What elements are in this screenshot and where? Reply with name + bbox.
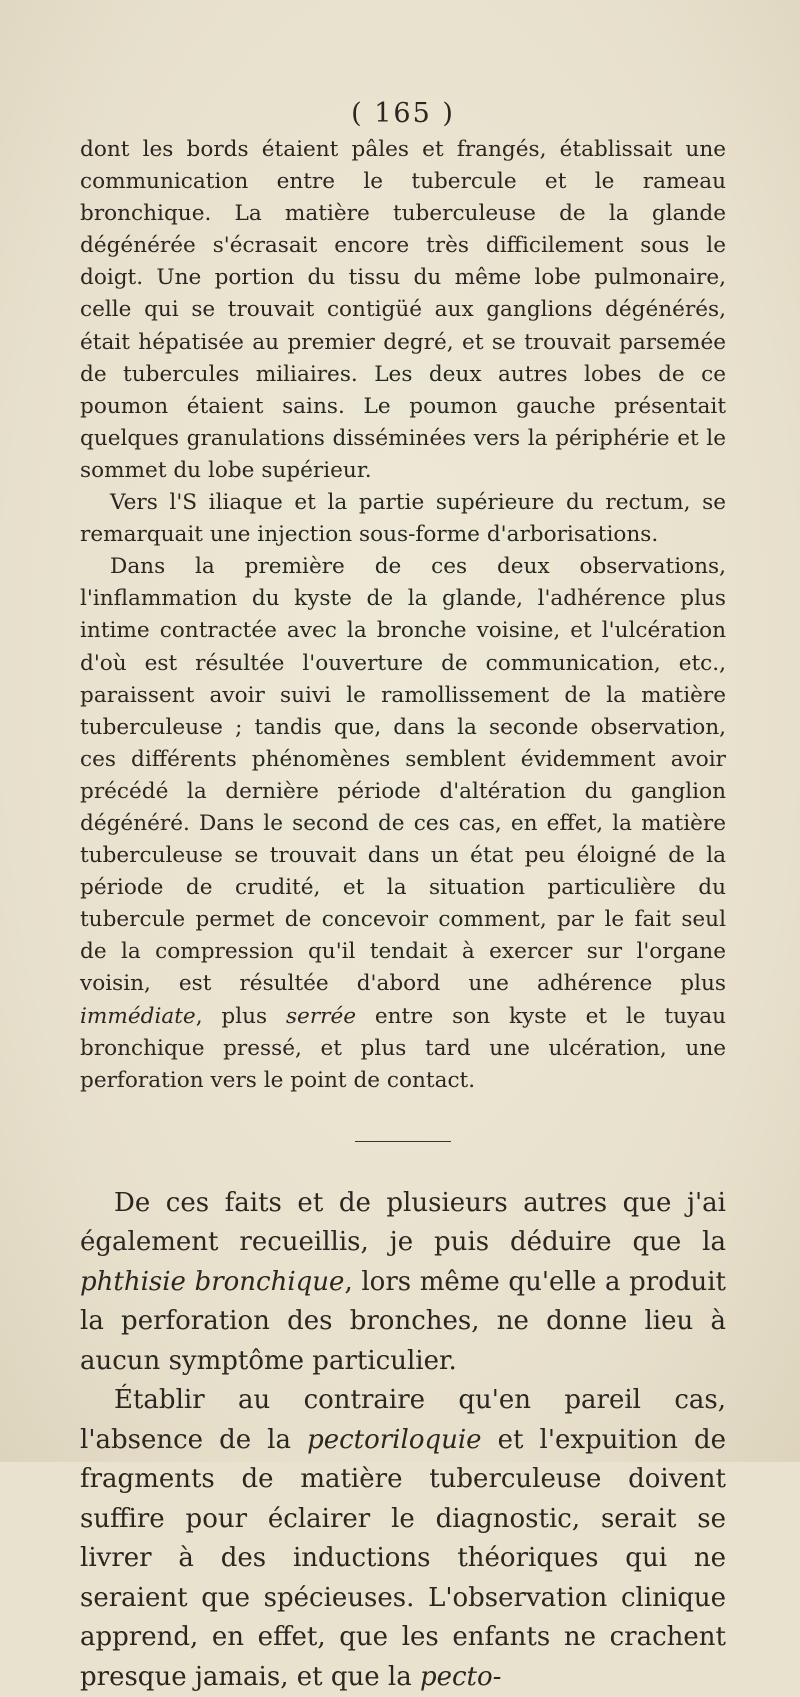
section-divider (355, 1141, 451, 1142)
paragraph (80, 551, 726, 1097)
text-run: entre son kyste et le tuyau bronchique pressé, et plus tard une ulcération, une perforation vers le point de contact. (80, 1003, 726, 1093)
italic-term: immédiate (80, 1003, 196, 1029)
text-run: De ces faits et de plusieurs autres que j'ai également recueillis, je puis déduire que la (80, 1187, 726, 1258)
observation-text (80, 134, 726, 1097)
italic-term: pectoriloquie (307, 1424, 482, 1455)
text-run: Dans la première de ces deux observations, l'inflammation du kyste de la glande, l'adhérence plus intime contractée avec la bronche voisine, et l'ulcération d'où est résultée l'ouverture de communication, etc., paraissent avoir suivi le ramollissement de la matière tuberculeuse ; tandis que, dans la seconde observation, ces différents phénomènes semblent évidemment avoir précédé la dernière période d'altération du ganglion dégénéré. Dans le second de ces cas, en effet, la matière tuberculeuse se trouvait dans un état peu éloigné de la période de crudité, et la situation particulière du tubercule permet de concevoir comment, par le fait seul de la compression qu'il tendait à exercer sur l'organe voisin, est résultée d'abord une adhérence plus (80, 554, 726, 997)
paragraph (80, 1381, 726, 1697)
italic-term: serrée (285, 1003, 357, 1029)
text-run: et l'expuition de fragments de matière tuberculeuse doivent suffire pour éclairer le diagnostic, serait se livrer à des inductions théoriques qui ne seraient que spécieuses. L'observation clinique apprend, en effet, que les enfants ne crachent presque jamais, et que la (80, 1424, 726, 1692)
paragraph: Vers l'S iliaque et la partie supérieure du rectum, se remarquait une injection sous-forme d'arborisations. (80, 490, 726, 548)
paragraph: dont les bords étaient pâles et frangés, établissait une communication entre le tubercule et le rameau bronchique. La matière tuberculeuse de la glande dégénérée s'écrasait encore très difficilement sous le doigt. Une portion du tissu du même lobe pulmonaire, celle qui se trouvait contigüé aux ganglions dégénérés, était hépatisée au premier degré, et se trouvait parsemée de tubercules miliaires. Les deux autres lobes de ce poumon étaient sains. Le poumon gauche présentait quelques granulations disséminées vers la périphérie et le sommet du lobe supérieur. (80, 137, 726, 483)
paragraph (80, 1184, 726, 1382)
italic-term: pecto- (419, 1661, 502, 1692)
text-run: , lors même qu'elle a produit la perforation des bronches, ne donne lieu à aucun symptôme particulier. (80, 1266, 727, 1376)
text-run: Établir au contraire qu'en pareil cas, l'absence de la (80, 1385, 726, 1455)
italic-term: phthisie bronchique (80, 1266, 345, 1297)
conclusion-text (80, 1184, 726, 1697)
page-number: ( 165 ) (351, 98, 455, 129)
text-run: , plus (195, 1003, 268, 1029)
